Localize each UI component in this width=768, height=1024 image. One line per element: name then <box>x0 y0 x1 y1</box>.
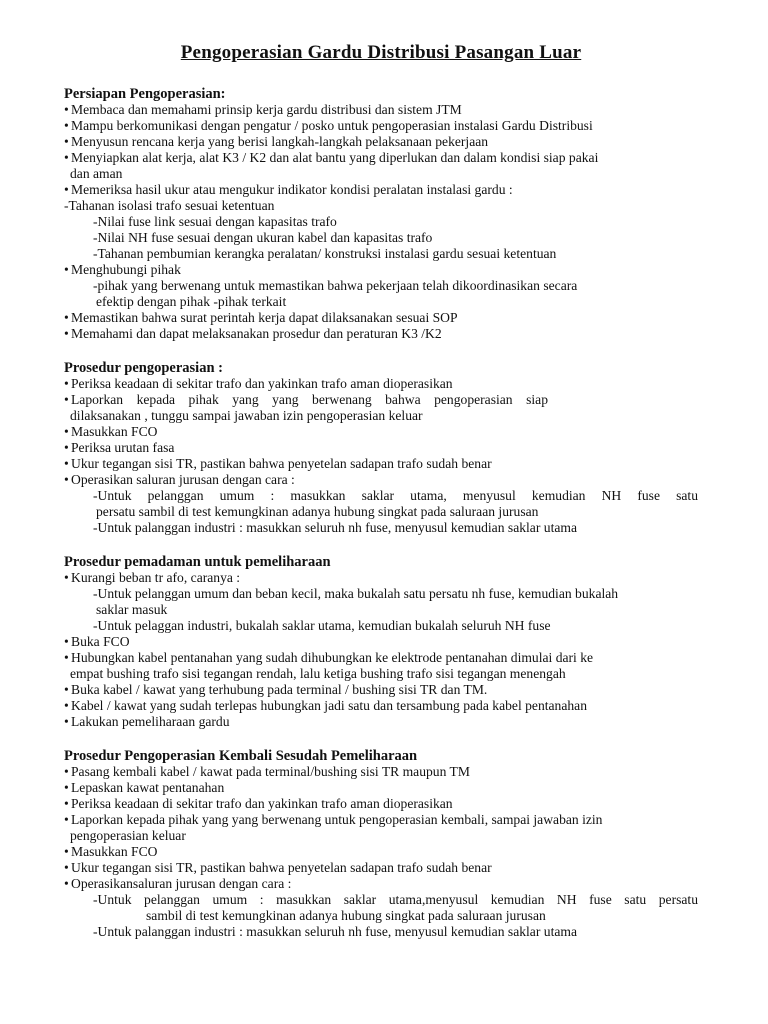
sub-item: -Nilai NH fuse sesuai dengan ukuran kabel dan kapasitas trafo <box>93 230 433 245</box>
list-item: • Menyiapkan alat kerja, alat K3 / K2 dan alat bantu yang diperlukan dan dalam kondisi siap pakai <box>64 150 698 166</box>
list-item-continuation: dilaksanakan , tunggu sampai jawaban izin pengoperasian keluar <box>70 408 423 423</box>
sub-item: -Untuk pelanggan umum dan beban kecil, maka bukalah satu persatu nh fuse, kemudian bukalah <box>93 586 619 601</box>
document-title: Pengoperasian Gardu Distribusi Pasangan Luar <box>180 42 582 63</box>
list-item: • Hubungkan kabel pentanahan yang sudah dihubungkan ke elektrode pentanahan dimulai dari ke <box>64 650 698 666</box>
sub-item: -Untuk pelanggan umum : masukkan saklar utama, menyusul kemudian NH fuse satu <box>93 488 698 503</box>
sub-item: -pihak yang berwenang untuk memastikan bahwa pekerjaan telah dikoordinasikan secara <box>93 278 578 293</box>
list-item: • Menyusun rencana kerja yang berisi langkah-langkah pelaksanaan pekerjaan <box>64 134 698 150</box>
list-item: • Buka kabel / kawat yang terhubung pada terminal / bushing sisi TR dan TM. <box>64 682 698 698</box>
list-item-continuation: pengoperasian keluar <box>70 828 186 843</box>
list-item: • Memahami dan dapat melaksanakan prosedur dan peraturan K3 /K2 <box>64 326 698 342</box>
sub-item-continuation: efektip dengan pihak -pihak terkait <box>96 294 287 309</box>
sub-item: -Untuk pelaggan industri, bukalah saklar utama, kemudian bukalah seluruh NH fuse <box>93 618 551 633</box>
section-heading: Prosedur Pengoperasian Kembali Sesudah Pemeliharaan <box>64 748 418 764</box>
section-heading: Prosedur pengoperasian : <box>64 360 223 376</box>
list-item: • Membaca dan memahami prinsip kerja gardu distribusi dan sistem JTM <box>64 102 698 118</box>
sub-item: -Tahanan pembumian kerangka peralatan/ konstruksi instalasi gardu sesuai ketentuan <box>93 246 557 261</box>
list-item: • Memastikan bahwa surat perintah kerja dapat dilaksanakan sesuai SOP <box>64 310 698 326</box>
list-item: • Masukkan FCO <box>64 424 698 440</box>
list-item: • Periksa keadaan di sekitar trafo dan yakinkan trafo aman dioperasikan <box>64 796 698 812</box>
list-item: • Masukkan FCO <box>64 844 698 860</box>
list-item: • Buka FCO <box>64 634 698 650</box>
list-item: • Lakukan pemeliharaan gardu <box>64 714 698 730</box>
list-item: • Memeriksa hasil ukur atau mengukur indikator kondisi peralatan instalasi gardu : <box>64 182 698 198</box>
list-item: • Lepaskan kawat pentanahan <box>64 780 698 796</box>
list-item: • Laporkan kepada pihak yang yang berwenang untuk pengoperasian kembali, sampai jawaban izin <box>64 812 698 828</box>
list-item: • Periksa urutan fasa <box>64 440 698 456</box>
sub-item: -Untuk palanggan industri : masukkan seluruh nh fuse, menyusul kemudian saklar utama <box>93 520 577 535</box>
sub-item-continuation: sambil di test kemungkinan adanya hubung singkat pada saluraan jurusan <box>146 908 546 923</box>
sub-item-continuation: persatu sambil di test kemungkinan adanya hubung singkat pada saluraan jurusan <box>96 504 539 519</box>
list-item: • Mampu berkomunikasi dengan pengatur / posko untuk pengoperasian instalasi Gardu Distribusi <box>64 118 698 134</box>
list-item: • Periksa keadaan di sekitar trafo dan yakinkan trafo aman dioperasikan <box>64 376 698 392</box>
section-heading: Prosedur pemadaman untuk pemeliharaan <box>64 554 331 570</box>
list-item: • Kabel / kawat yang sudah terlepas hubungkan jadi satu dan tersambung pada kabel pentanahan <box>64 698 698 714</box>
section-heading: Persiapan Pengoperasian: <box>64 86 226 102</box>
list-item: • Menghubungi pihak <box>64 262 698 278</box>
section-pengoperasian-kembali <box>64 748 698 940</box>
section-prosedur-pengoperasian <box>64 360 698 536</box>
sub-item: -Untuk palanggan industri : masukkan seluruh nh fuse, menyusul kemudian saklar utama <box>93 924 577 939</box>
list-item: • Kurangi beban tr afo, caranya : <box>64 570 698 586</box>
list-item: • Pasang kembali kabel / kawat pada terminal/bushing sisi TR maupun TM <box>64 764 698 780</box>
list-item: • Operasikansaluran jurusan dengan cara : <box>64 876 698 892</box>
sub-item-continuation: saklar masuk <box>96 602 168 617</box>
section-persiapan <box>64 86 698 342</box>
list-item-continuation: empat bushing trafo sisi tegangan rendah, lalu ketiga bushing trafo sisi tegangan menengah <box>70 666 566 681</box>
sub-item: -Untuk pelanggan umum : masukkan saklar utama,menyusul kemudian NH fuse satu persatu <box>93 892 698 907</box>
section-prosedur-pemadaman <box>64 554 698 730</box>
list-item: • Operasikan saluran jurusan dengan cara : <box>64 472 698 488</box>
list-item-continuation: dan aman <box>70 166 123 181</box>
sub-item: -Tahanan isolasi trafo sesuai ketentuan <box>64 198 275 213</box>
list-item: • Laporkan kepada pihak yang yang berwenang bahwa pengoperasian siap <box>64 392 698 408</box>
list-item: • Ukur tegangan sisi TR, pastikan bahwa penyetelan sadapan trafo sudah benar <box>64 456 698 472</box>
sub-item: -Nilai fuse link sesuai dengan kapasitas trafo <box>93 214 337 229</box>
list-item: • Ukur tegangan sisi TR, pastikan bahwa penyetelan sadapan trafo sudah benar <box>64 860 698 876</box>
